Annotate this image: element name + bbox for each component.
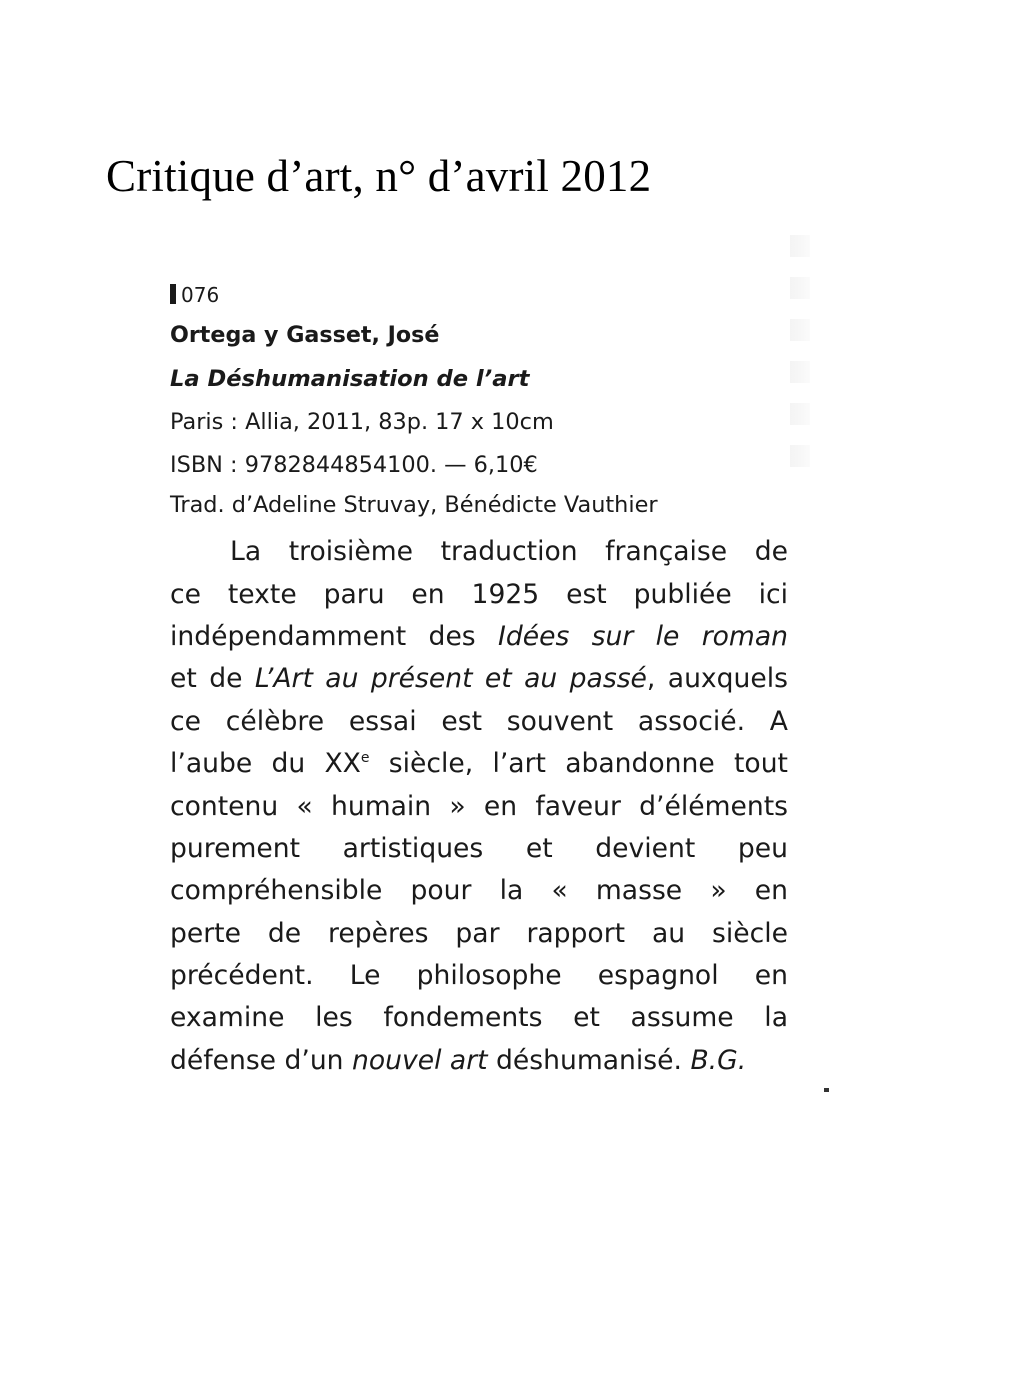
review-line: La troisième traduction française de [230, 536, 788, 567]
book-publisher: Paris : Allia, 2011, 83p. 17 x 10cm [170, 409, 554, 435]
review-line: ce texte paru en 1925 est publiée ici [170, 579, 788, 610]
review-line: l’aube du XXe siècle, l’art abandonne tout [170, 748, 788, 779]
bleed-through-text [790, 235, 810, 935]
book-author: Ortega y Gasset, José [170, 322, 440, 348]
marker-bar [170, 284, 176, 304]
book-title: La Déshumanisation de l’art [170, 366, 530, 392]
review-line: ce célèbre essai est souvent associé. A [170, 706, 788, 737]
book-translators: Trad. d’Adeline Struvay, Bénédicte Vauthier [170, 492, 658, 518]
review-line: indépendamment des Idées sur le roman [170, 621, 788, 652]
notice-number [170, 284, 219, 305]
review-line: compréhensible pour la « masse » en [170, 875, 788, 906]
book-isbn-price: ISBN : 9782844854100. — 6,10€ [170, 452, 538, 478]
review-line: contenu « humain » en faveur d’éléments [170, 791, 788, 822]
review-line: défense d’un nouvel art déshumanisé. B.G. [170, 1045, 747, 1076]
page-caption: Critique d’art, n° d’avril 2012 [106, 151, 652, 201]
review-line: précédent. Le philosophe espagnol en [170, 960, 788, 991]
scan-speck [824, 1088, 829, 1092]
review-line: examine les fondements et assume la [170, 1002, 788, 1033]
review-line: perte de repères par rapport au siècle [170, 918, 788, 949]
notice-number-text: 076 [181, 283, 220, 307]
review-line: et de L’Art au présent et au passé, auxquels [170, 663, 789, 694]
review-line: purement artistiques et devient peu [170, 833, 788, 864]
